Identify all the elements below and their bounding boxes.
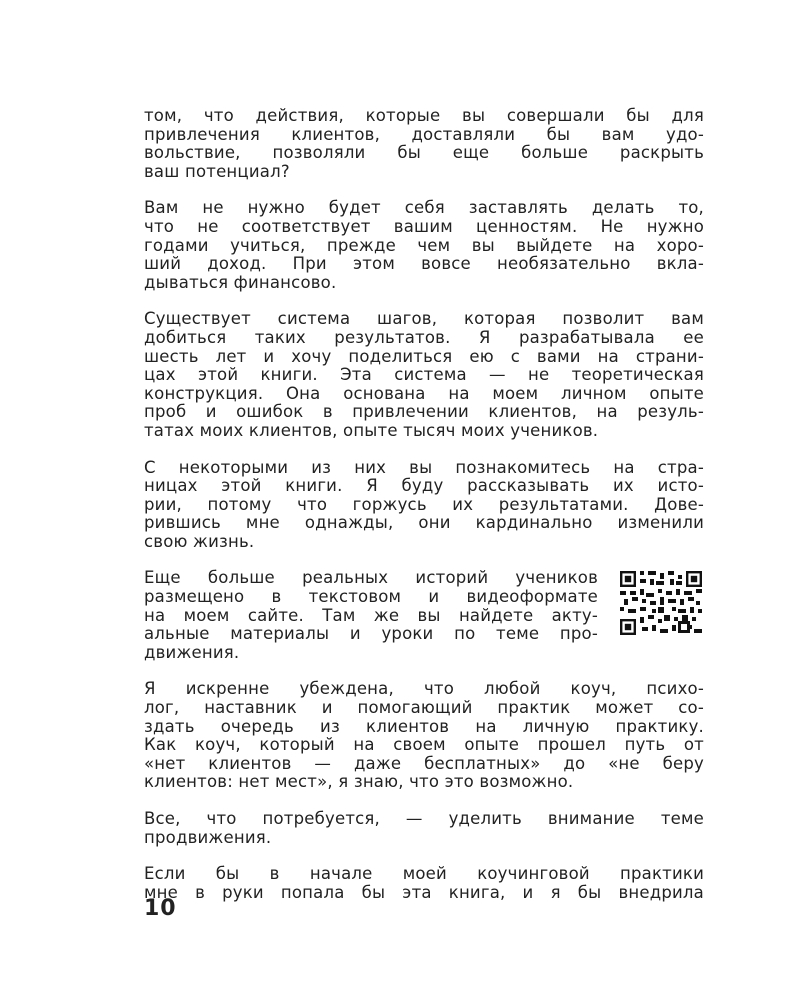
text-line: С некоторыми из них вы познакомитесь на стра-	[144, 457, 704, 477]
paragraph	[144, 810, 704, 847]
paragraph	[144, 865, 704, 902]
text-line: ницах этой книги. Я буду рассказывать их исто-	[144, 476, 704, 496]
text-line: клиентов: нет мест», я знаю, что это возможно.	[144, 772, 574, 792]
text-line: татах моих клиентов, опыте тысяч моих учеников.	[144, 420, 599, 440]
text-line: вольствие, позволяли бы еще больше раскрыть	[144, 143, 704, 163]
text-line: том, что действия, которые вы совершали бы для	[144, 106, 704, 125]
paragraph	[144, 680, 704, 792]
text-line: Еще больше реальных историй учеников	[144, 568, 598, 588]
qr-code-icon[interactable]	[620, 571, 702, 635]
text-line: здать очередь из клиентов на личную практику.	[144, 716, 704, 736]
text-section-after-qr	[144, 680, 704, 902]
text-line: Я искренне убеждена, что любой коуч, психо-	[144, 679, 704, 699]
page-number: 10	[144, 896, 177, 921]
text-line: альные материалы и уроки по теме про-	[144, 624, 598, 644]
text-line: свою жизнь.	[144, 531, 255, 551]
text-line: годами учиться, прежде чем вы выйдете на хоро-	[144, 235, 704, 255]
text-line: что не соответствует вашим ценностям. Не нужно	[144, 216, 704, 236]
text-line: «нет клиентов — даже бесплатных» до «не беру	[144, 753, 704, 773]
text-line: дываться финансово.	[144, 272, 337, 292]
text-line: шесть лет и хочу поделиться ею с вами на страни-	[144, 346, 704, 366]
text-line: размещено в текстовом и видеоформате	[144, 587, 598, 607]
paragraph	[144, 310, 704, 440]
text-line: проб и ошибок в привлечении клиентов, на резуль-	[144, 402, 704, 422]
text-line: ваш потенциал?	[144, 161, 290, 181]
text-line: Если бы в начале моей коучинговой практики	[144, 864, 704, 884]
qr-paragraph	[144, 569, 704, 662]
text-line: Все, что потребуется, — уделить внимание теме	[144, 809, 704, 828]
text-line: рии, потому что горжусь их результатами. Дове-	[144, 494, 704, 514]
paragraph	[144, 107, 704, 181]
text-section-before-qr	[144, 107, 704, 551]
text-line: ший доход. При этом вовсе необязательно вкла-	[144, 254, 704, 274]
text-line: Существует система шагов, которая позволит вам	[144, 309, 704, 329]
text-line: продвижения.	[144, 827, 272, 847]
text-line: рившись мне однажды, они кардинально изменили	[144, 513, 704, 533]
text-line: привлечения клиентов, доставляли бы вам удо-	[144, 124, 704, 144]
text-line: на моем сайте. Там же вы найдете акту-	[144, 605, 598, 625]
text-line: движения.	[144, 642, 240, 662]
text-line: мне в руки попала бы эта книга, и я бы внедрила	[144, 882, 704, 902]
paragraph	[144, 199, 704, 292]
text-line: Как коуч, который на своем опыте прошел путь от	[144, 735, 704, 755]
text-line: цах этой книги. Эта система — не теоретическая	[144, 365, 704, 385]
qr-paragraph-text	[144, 569, 598, 662]
paragraph	[144, 459, 704, 552]
text-line: добиться таких результатов. Я разрабатывала ее	[144, 327, 704, 347]
text-line: конструкция. Она основана на моем личном опыте	[144, 383, 704, 403]
text-line: лог, наставник и помогающий практик может со-	[144, 698, 704, 718]
page-body	[144, 107, 704, 920]
text-line: Вам не нужно будет себя заставлять делать то,	[144, 198, 704, 218]
